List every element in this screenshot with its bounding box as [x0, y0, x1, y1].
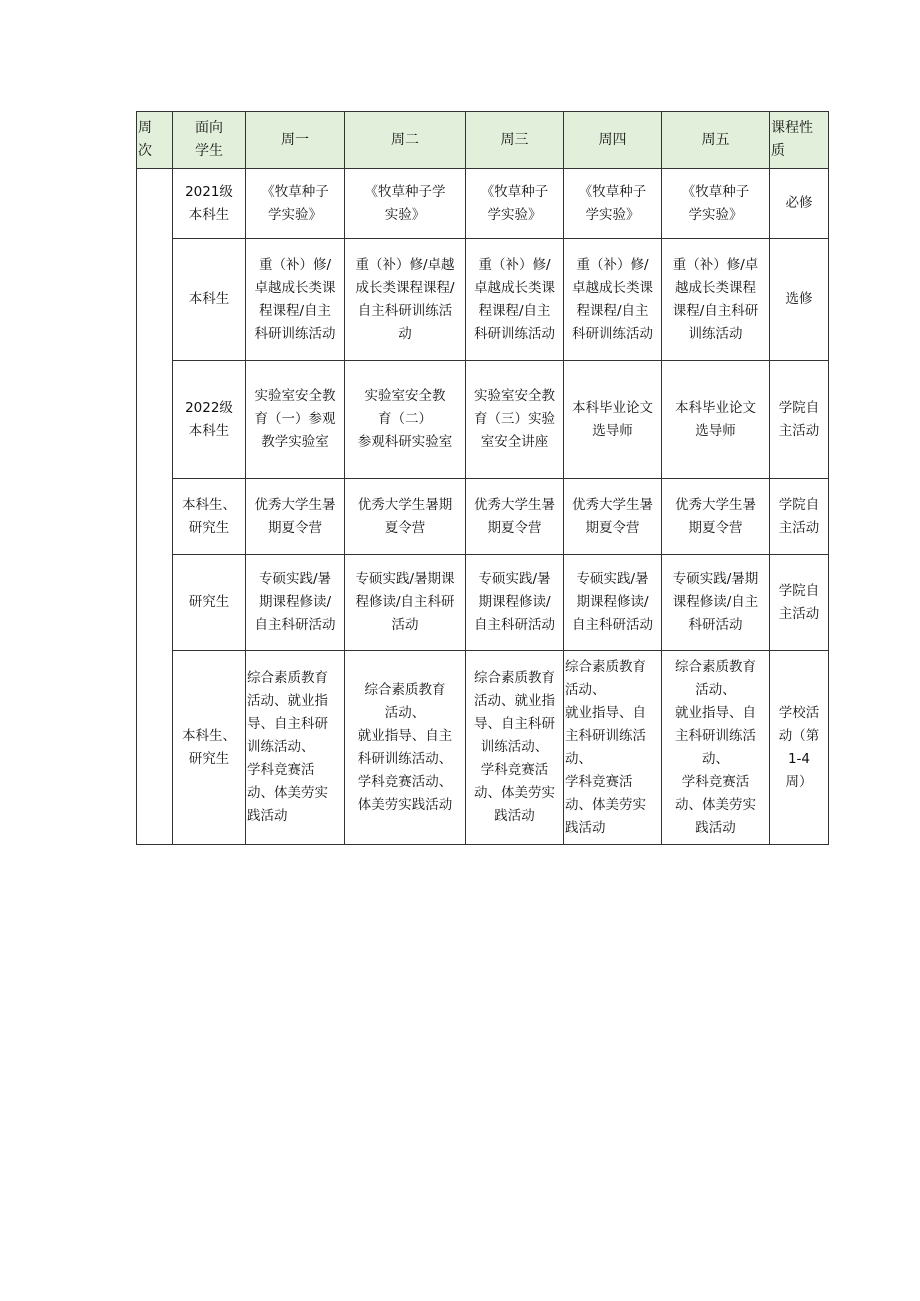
audience-cell: 2021级 本科生 [173, 169, 246, 239]
tuesday-cell: 实验室安全教 育（二） 参观科研实验室 [345, 361, 466, 479]
header-tuesday: 周二 [345, 112, 466, 169]
week-cell [137, 169, 173, 845]
friday-cell: 《牧草种子 学实验》 [662, 169, 770, 239]
friday-cell: 优秀大学生暑 期夏令营 [662, 479, 770, 555]
table-row [137, 555, 829, 651]
course-nature-cell: 学院自 主活动 [770, 555, 829, 651]
wednesday-cell: 重（补）修/ 卓越成长类课 程课程/自主 科研训练活动 [466, 239, 564, 361]
table-row [137, 479, 829, 555]
header-course-nature: 课程性 质 [770, 112, 829, 169]
header-row [137, 112, 829, 169]
wednesday-cell: 专硕实践/暑 期课程修读/ 自主科研活动 [466, 555, 564, 651]
tuesday-cell: 专硕实践/暑期课 程修读/自主科研 活动 [345, 555, 466, 651]
thursday-cell: 《牧草种子 学实验》 [564, 169, 662, 239]
thursday-cell: 专硕实践/暑 期课程修读/ 自主科研活动 [564, 555, 662, 651]
tuesday-cell: 重（补）修/卓越 成长类课程课程/ 自主科研训练活 动 [345, 239, 466, 361]
friday-cell: 专硕实践/暑期 课程修读/自主 科研活动 [662, 555, 770, 651]
course-nature-cell: 选修 [770, 239, 829, 361]
thursday-cell: 综合素质教育 活动、 就业指导、自 主科研训练活 动、 学科竞赛活 动、体美劳实 践活动 [564, 651, 662, 845]
table-row [137, 361, 829, 479]
header-wednesday: 周三 [466, 112, 564, 169]
wednesday-cell: 综合素质教育 活动、就业指 导、自主科研 训练活动、 学科竞赛活 动、体美劳实 践活动 [466, 651, 564, 845]
tuesday-cell: 综合素质教育 活动、 就业指导、自主 科研训练活动、 学科竞赛活动、 体美劳实践活动 [345, 651, 466, 845]
audience-cell: 研究生 [173, 555, 246, 651]
course-nature-cell: 学院自 主活动 [770, 361, 829, 479]
monday-cell: 实验室安全教 育（一）参观 教学实验室 [246, 361, 345, 479]
friday-cell: 本科毕业论文 选导师 [662, 361, 770, 479]
audience-cell: 本科生、 研究生 [173, 479, 246, 555]
audience-cell: 本科生 [173, 239, 246, 361]
course-nature-cell: 学院自 主活动 [770, 479, 829, 555]
header-monday: 周一 [246, 112, 345, 169]
monday-cell: 《牧草种子 学实验》 [246, 169, 345, 239]
thursday-cell: 优秀大学生暑 期夏令营 [564, 479, 662, 555]
table-row [137, 239, 829, 361]
tuesday-cell: 《牧草种子学 实验》 [345, 169, 466, 239]
course-nature-cell: 学校活 动（第 1-4 周） [770, 651, 829, 845]
header-week: 周 次 [137, 112, 173, 169]
header-thursday: 周四 [564, 112, 662, 169]
course-nature-cell: 必修 [770, 169, 829, 239]
monday-cell: 优秀大学生暑 期夏令营 [246, 479, 345, 555]
thursday-cell: 重（补）修/ 卓越成长类课 程课程/自主 科研训练活动 [564, 239, 662, 361]
audience-cell: 2022级 本科生 [173, 361, 246, 479]
weekly-schedule-table [136, 111, 829, 845]
wednesday-cell: 实验室安全教 育（三）实验 室安全讲座 [466, 361, 564, 479]
tuesday-cell: 优秀大学生暑期 夏令营 [345, 479, 466, 555]
wednesday-cell: 《牧草种子 学实验》 [466, 169, 564, 239]
monday-cell: 重（补）修/ 卓越成长类课 程课程/自主 科研训练活动 [246, 239, 345, 361]
monday-cell: 专硕实践/暑 期课程修读/ 自主科研活动 [246, 555, 345, 651]
table-row [137, 169, 829, 239]
schedule-sheet [136, 111, 829, 845]
thursday-cell: 本科毕业论文 选导师 [564, 361, 662, 479]
audience-cell: 本科生、 研究生 [173, 651, 246, 845]
wednesday-cell: 优秀大学生暑 期夏令营 [466, 479, 564, 555]
table-row [137, 651, 829, 845]
friday-cell: 重（补）修/卓 越成长类课程 课程/自主科研 训练活动 [662, 239, 770, 361]
header-friday: 周五 [662, 112, 770, 169]
header-audience: 面向 学生 [173, 112, 246, 169]
friday-cell: 综合素质教育 活动、 就业指导、自 主科研训练活 动、 学科竞赛活 动、体美劳实 践活动 [662, 651, 770, 845]
monday-cell: 综合素质教育 活动、就业指 导、自主科研 训练活动、 学科竞赛活 动、体美劳实 践活动 [246, 651, 345, 845]
